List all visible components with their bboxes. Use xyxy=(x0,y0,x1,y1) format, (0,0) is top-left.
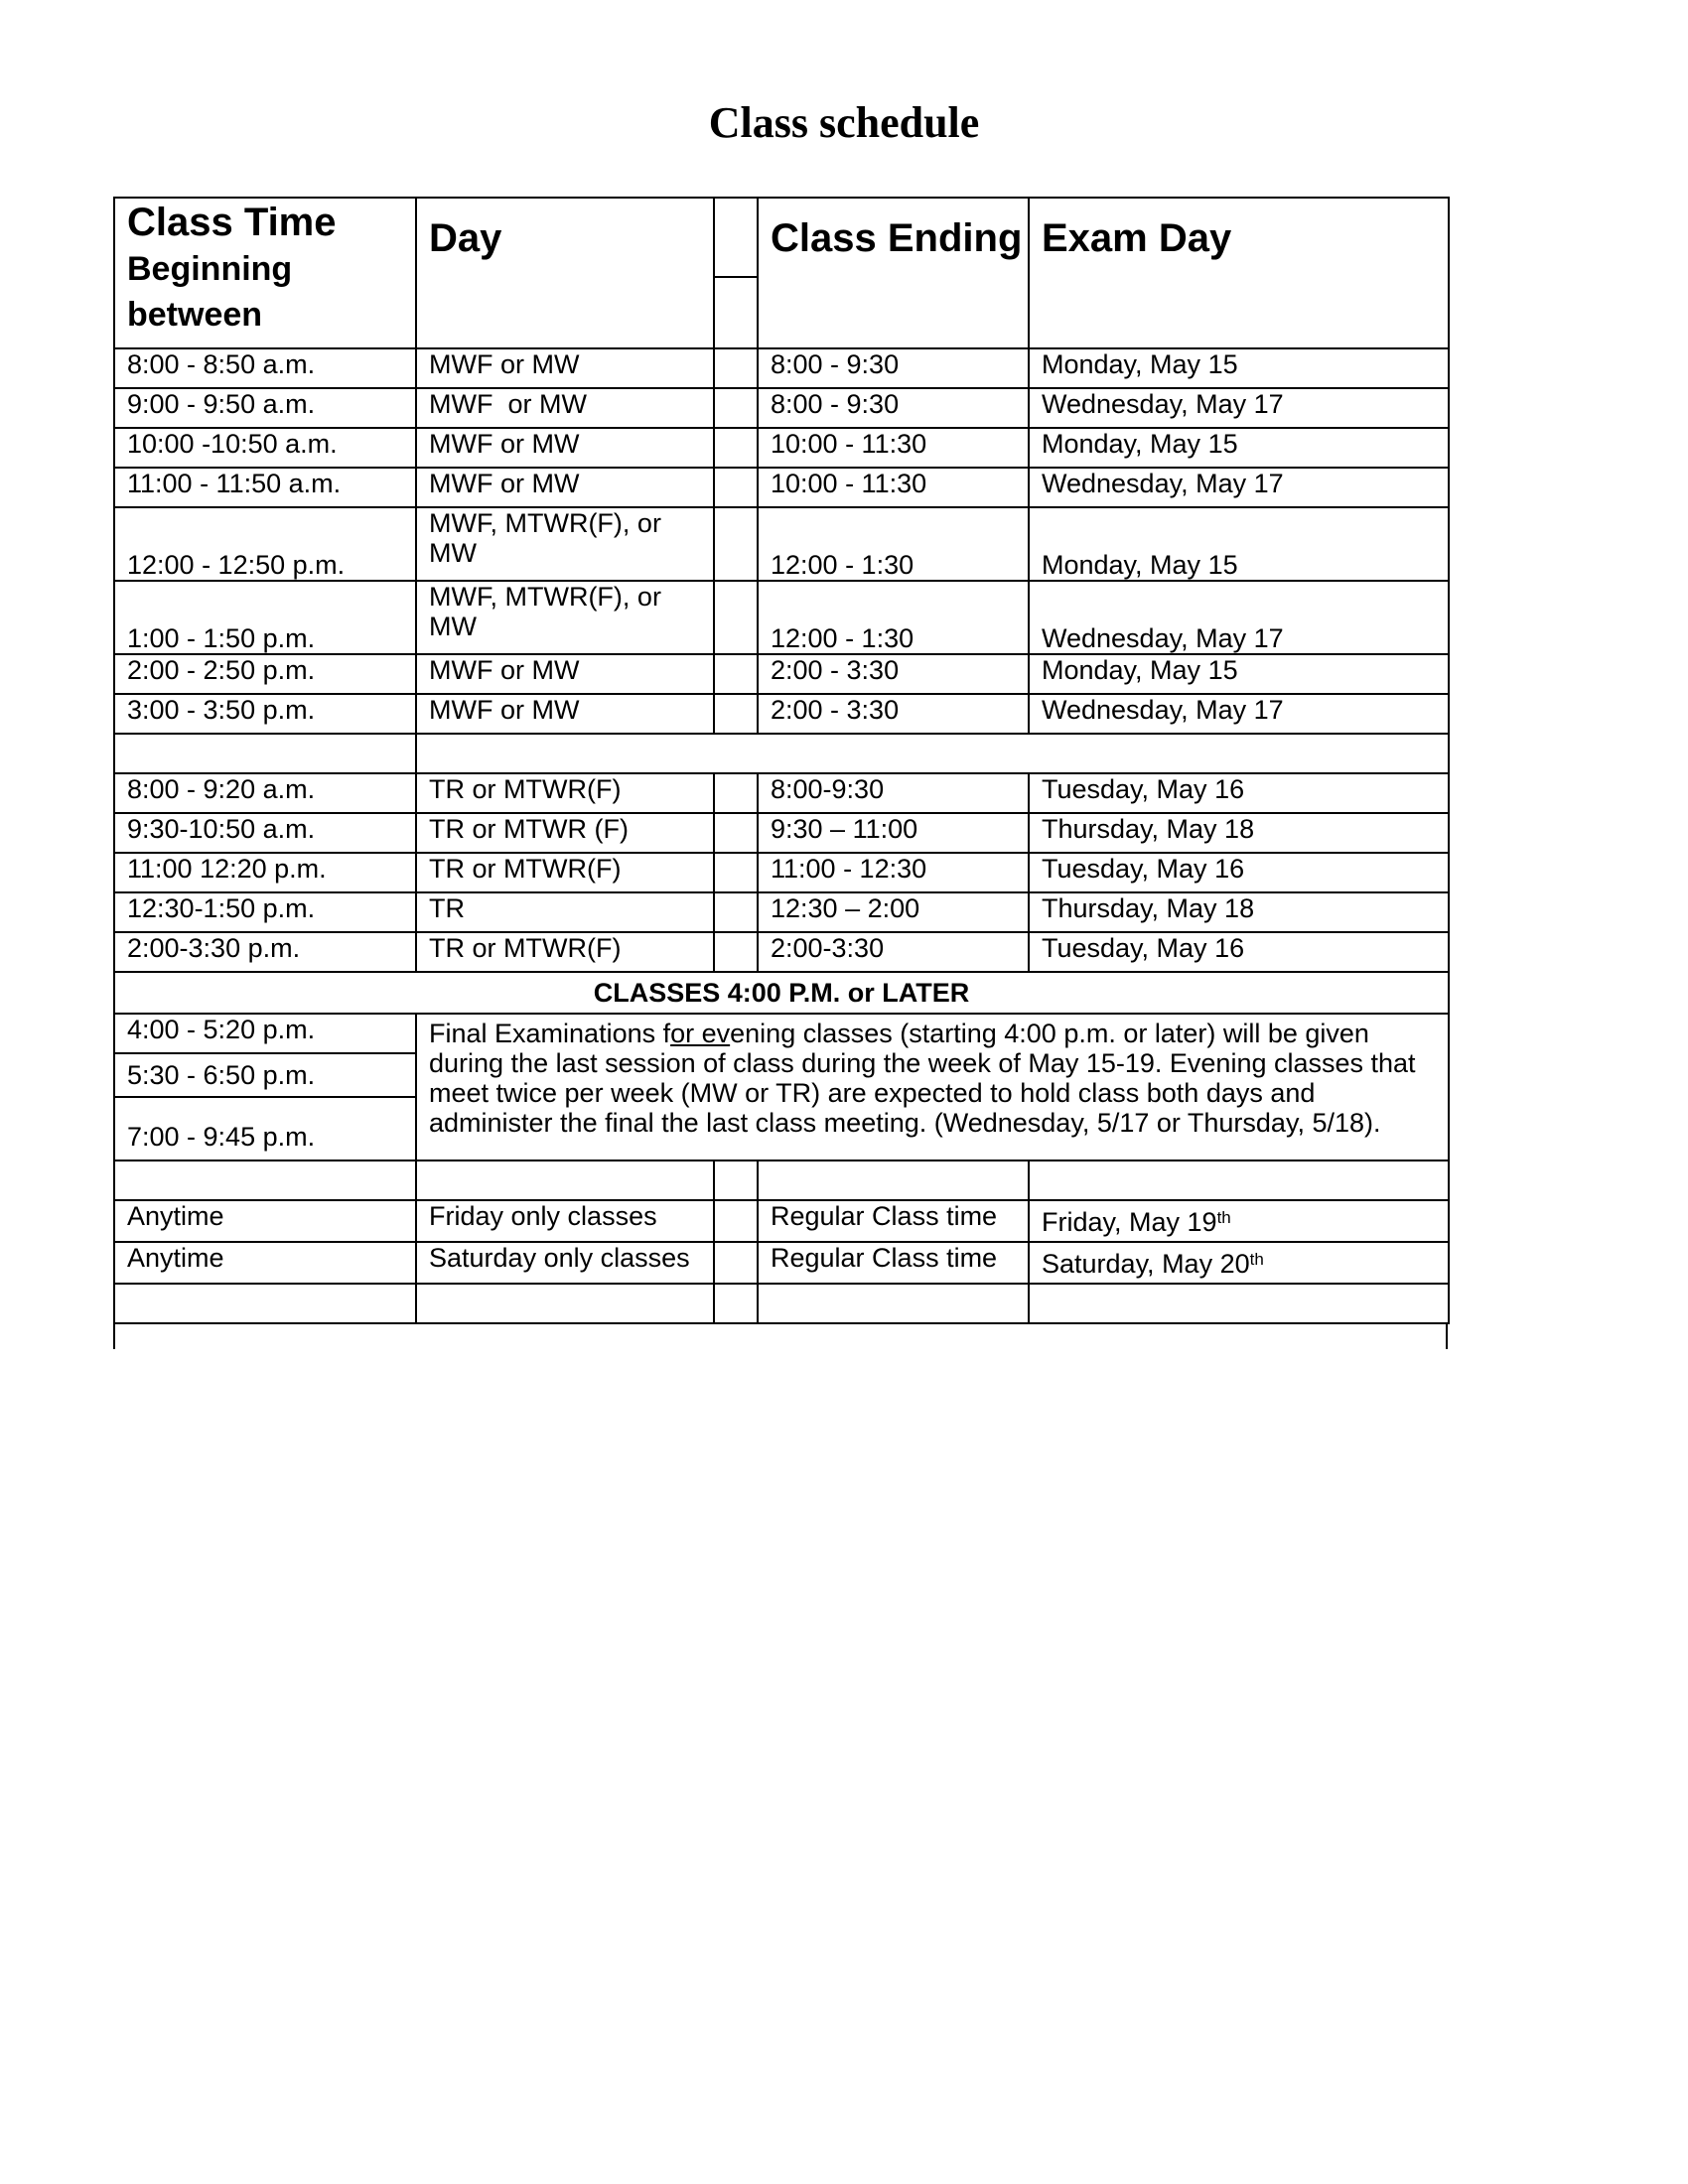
class-time-cell: 8:00 - 9:20 a.m. xyxy=(114,773,416,813)
table-row xyxy=(114,932,1449,972)
evening-exam-note: Final Examinations for evening classes (starting 4:00 p.m. or later) will be given during the last session of class during the week of May 15-19. Evening classes that meet twice per week (MW or TR) are expected to hold class both days and administer the final the last class meeting. (Wednesday, 5/17 or Thursday, 5/18). xyxy=(416,1014,1449,1160)
header-row xyxy=(114,198,1449,277)
day-cell: TR xyxy=(416,892,714,932)
evening-heading-row xyxy=(114,972,1449,1014)
class-time-cell: 12:00 - 12:50 p.m. xyxy=(114,507,416,581)
day-cell: TR or MTWR (F) xyxy=(416,813,714,853)
exam-day-cell: Monday, May 15 xyxy=(1029,348,1449,388)
table-row xyxy=(114,388,1449,428)
class-ending-cell: 12:00 - 1:30 xyxy=(758,507,1029,581)
exam-day-cell: Monday, May 15 xyxy=(1029,507,1449,581)
class-time-cell: 3:00 - 3:50 p.m. xyxy=(114,694,416,734)
class-time-cell: 5:30 - 6:50 p.m. 7:00 - 9:45 p.m. xyxy=(114,1053,416,1160)
class-ending-cell: 2:00 - 3:30 xyxy=(758,654,1029,694)
exam-day-cell: Thursday, May 18 xyxy=(1029,892,1449,932)
class-ending-cell: Regular Class time xyxy=(758,1242,1029,1284)
class-time-cell: 9:00 - 9:50 a.m. xyxy=(114,388,416,428)
table-row xyxy=(114,348,1449,388)
class-ending-cell: 9:30 – 11:00 xyxy=(758,813,1029,853)
spacer-row xyxy=(114,1160,1449,1200)
table-tail-edges xyxy=(113,1323,1448,1349)
table-row xyxy=(114,654,1449,694)
day-cell: MWF or MW xyxy=(416,428,714,468)
class-ending-cell: 2:00-3:30 xyxy=(758,932,1029,972)
class-time-cell: 8:00 - 8:50 a.m. xyxy=(114,348,416,388)
class-time-cell: Anytime xyxy=(114,1242,416,1284)
day-cell: TR or MTWR(F) xyxy=(416,853,714,892)
class-ending-cell: 10:00 - 11:30 xyxy=(758,468,1029,507)
exam-day-cell: Tuesday, May 16 xyxy=(1029,853,1449,892)
class-ending-cell: 11:00 - 12:30 xyxy=(758,853,1029,892)
exam-day-cell: Tuesday, May 16 xyxy=(1029,773,1449,813)
table-row xyxy=(114,507,1449,581)
schedule-table xyxy=(113,197,1450,1324)
day-cell: MWF or MW xyxy=(416,468,714,507)
class-ending-cell: 8:00-9:30 xyxy=(758,773,1029,813)
exam-day-cell: Wednesday, May 17 xyxy=(1029,581,1449,654)
table-row xyxy=(114,1014,1449,1053)
spacer-row xyxy=(114,734,1449,773)
exam-day-cell: Wednesday, May 17 xyxy=(1029,468,1449,507)
day-cell: TR or MTWR(F) xyxy=(416,773,714,813)
class-time-cell: 1:00 - 1:50 p.m. xyxy=(114,581,416,654)
class-time-cell: 9:30-10:50 a.m. xyxy=(114,813,416,853)
class-time-cell: 11:00 12:20 p.m. xyxy=(114,853,416,892)
table-row xyxy=(114,1242,1449,1284)
table-row xyxy=(114,892,1449,932)
class-time-cell: 2:00 - 2:50 p.m. xyxy=(114,654,416,694)
day-cell: Saturday only classes xyxy=(416,1242,714,1284)
exam-day-cell: Thursday, May 18 xyxy=(1029,813,1449,853)
exam-day-cell: Friday, May 19th xyxy=(1029,1200,1449,1242)
header-exam-day: Exam Day xyxy=(1029,198,1449,348)
class-ending-cell: 2:00 - 3:30 xyxy=(758,694,1029,734)
exam-day-cell: Wednesday, May 17 xyxy=(1029,388,1449,428)
header-blank-upper xyxy=(714,198,758,277)
class-time-cell: 2:00-3:30 p.m. xyxy=(114,932,416,972)
header-blank-lower xyxy=(714,277,758,348)
class-time-cell: 12:30-1:50 p.m. xyxy=(114,892,416,932)
table-row xyxy=(114,773,1449,813)
class-time-cell: 10:00 -10:50 a.m. xyxy=(114,428,416,468)
table-row xyxy=(114,694,1449,734)
table-row xyxy=(114,1200,1449,1242)
day-cell: MWF or MW xyxy=(416,388,714,428)
day-cell: MWF, MTWR(F), or MW xyxy=(416,507,714,581)
day-cell: MWF or MW xyxy=(416,694,714,734)
class-ending-cell: 12:30 – 2:00 xyxy=(758,892,1029,932)
class-ending-cell: 10:00 - 11:30 xyxy=(758,428,1029,468)
day-cell: MWF or MW xyxy=(416,348,714,388)
class-time-cell: Anytime xyxy=(114,1200,416,1242)
class-ending-cell: Regular Class time xyxy=(758,1200,1029,1242)
table-row xyxy=(114,813,1449,853)
day-cell: Friday only classes xyxy=(416,1200,714,1242)
table-row xyxy=(114,853,1449,892)
class-ending-cell: 8:00 - 9:30 xyxy=(758,388,1029,428)
day-cell: TR or MTWR(F) xyxy=(416,932,714,972)
table-row xyxy=(114,581,1449,654)
exam-day-cell: Tuesday, May 16 xyxy=(1029,932,1449,972)
header-day: Day xyxy=(416,198,714,348)
class-ending-cell: 8:00 - 9:30 xyxy=(758,348,1029,388)
class-time-cell: 4:00 - 5:20 p.m. xyxy=(114,1014,416,1053)
evening-heading: CLASSES 4:00 P.M. or LATER xyxy=(114,972,1449,1014)
spacer-row xyxy=(114,1284,1449,1323)
table-row xyxy=(114,428,1449,468)
exam-day-cell: Monday, May 15 xyxy=(1029,428,1449,468)
exam-day-cell: Wednesday, May 17 xyxy=(1029,694,1449,734)
header-class-ending: Class Ending xyxy=(758,198,1029,348)
class-time-cell: 11:00 - 11:50 a.m. xyxy=(114,468,416,507)
day-cell: MWF or MW xyxy=(416,654,714,694)
header-class-time: Class Time Beginning between xyxy=(114,198,416,348)
class-ending-cell: 12:00 - 1:30 xyxy=(758,581,1029,654)
table-row xyxy=(114,468,1449,507)
exam-day-cell: Saturday, May 20th xyxy=(1029,1242,1449,1284)
day-cell: MWF, MTWR(F), or MW xyxy=(416,581,714,654)
exam-day-cell: Monday, May 15 xyxy=(1029,654,1449,694)
page-title: Class schedule xyxy=(708,98,980,147)
